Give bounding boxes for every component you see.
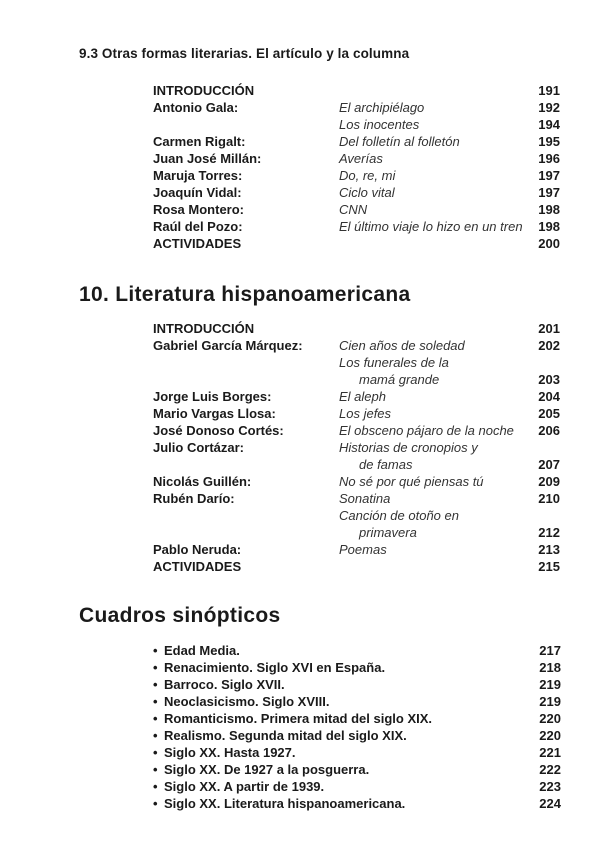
toc-page-number: 191 [538,83,560,98]
toc-page-number: 202 [538,338,560,353]
toc-author: Rubén Darío: [153,491,235,506]
bullet-icon: • [153,660,158,675]
synoptic-row [153,693,561,710]
toc-row [153,541,560,558]
toc-row [153,439,560,456]
section-10-title: 10. Literatura hispanoamericana [79,283,411,306]
toc-work-title: primavera [359,525,417,540]
toc-page-number: 200 [538,236,560,251]
toc-work-title: Do, re, mi [339,168,396,183]
bullet-icon: • [153,779,158,794]
toc-row [153,320,560,337]
synoptic-label: Barroco. Siglo XVII. [164,677,285,692]
toc-author: ACTIVIDADES [153,236,242,251]
toc-row [153,558,560,575]
toc-page-number: 204 [538,389,560,404]
toc-row [153,133,560,150]
toc-author: Rosa Montero: [153,202,244,217]
toc-row [153,490,560,507]
synoptic-page-number: 219 [539,677,561,692]
toc-work-title: Ciclo vital [339,185,395,200]
bullet-icon: • [153,711,158,726]
toc-page-number: 207 [538,457,560,472]
synoptic-page-number: 224 [539,796,561,811]
toc-row [153,201,560,218]
toc-row [153,354,560,371]
synoptic-label: Renacimiento. Siglo XVI en España. [164,660,386,675]
toc-page-number: 195 [538,134,560,149]
toc-page-number: 210 [538,491,560,506]
synoptic-label: Neoclasicismo. Siglo XVIII. [164,694,330,709]
toc-page-number: 206 [538,423,560,438]
toc-author: Nicolás Guillén: [153,474,252,489]
synoptic-page-number: 220 [539,728,561,743]
toc-work-title: de famas [359,457,413,472]
toc-author: INTRODUCCIÓN [153,321,255,336]
synoptic-label: Siglo XX. A partir de 1939. [164,779,325,794]
toc-work-title: Averías [339,151,383,166]
toc-row [153,235,560,252]
toc-page-number: 205 [538,406,560,421]
toc-page-number: 197 [538,168,560,183]
toc-row [153,184,560,201]
toc-author: Raúl del Pozo: [153,219,243,234]
toc-work-title: Historias de cronopios y [339,440,478,455]
toc-author: Jorge Luis Borges: [153,389,272,404]
toc-work-title: Los jefes [339,406,392,421]
toc-author: Maruja Torres: [153,168,243,183]
synoptic-page-number: 220 [539,711,561,726]
toc-page-number: 209 [538,474,560,489]
toc-page-number: 203 [538,372,560,387]
synoptic-label: Edad Media. [164,643,240,658]
toc-page-number: 201 [538,321,560,336]
toc-page-number: 213 [538,542,560,557]
bullet-icon: • [153,694,158,709]
synoptic-row [153,795,561,812]
toc-row [153,99,560,116]
toc-author: Gabriel García Márquez: [153,338,303,353]
toc-author: Pablo Neruda: [153,542,242,557]
synoptic-row [153,642,561,659]
synoptic-row [153,659,561,676]
toc-work-title: Los funerales de la [339,355,449,370]
toc-page-number: 198 [538,202,560,217]
synoptic-title: Cuadros sinópticos [79,604,281,627]
toc-work-title: CNN [339,202,368,217]
toc-author: ACTIVIDADES [153,559,242,574]
toc-row [153,150,560,167]
toc-work-title: Sonatina [339,491,391,506]
section-9-3-toc [153,82,560,252]
toc-author: Joaquín Vidal: [153,185,242,200]
toc-work-title: No sé por qué piensas tú [339,474,484,489]
section-10-toc [153,320,560,575]
toc-page-number: 198 [538,219,560,234]
toc-row [153,167,560,184]
bullet-icon: • [153,677,158,692]
synoptic-label: Realismo. Segunda mitad del siglo XIX. [164,728,407,743]
synoptic-page-number: 221 [539,745,561,760]
toc-work-title: Canción de otoño en [339,508,459,523]
toc-page-number: 194 [538,117,560,132]
synoptic-row [153,761,561,778]
synoptic-row [153,778,561,795]
bullet-icon: • [153,643,158,658]
toc-author: Carmen Rigalt: [153,134,246,149]
toc-page-number: 192 [538,100,560,115]
toc-row [153,82,560,99]
synoptic-page-number: 222 [539,762,561,777]
toc-work-title: mamá grande [359,372,440,387]
toc-work-title: Del folletín al folletón [339,134,460,149]
synoptic-page-number: 218 [539,660,561,675]
bullet-icon: • [153,745,158,760]
toc-work-title: Cien años de soledad [339,338,465,353]
toc-row [153,507,560,524]
bullet-icon: • [153,762,158,777]
synoptic-row [153,727,561,744]
toc-author: Juan José Millán: [153,151,262,166]
toc-work-title: Poemas [339,542,387,557]
toc-author: Antonio Gala: [153,100,239,115]
toc-row [153,456,560,473]
toc-row [153,524,560,541]
synoptic-row [153,744,561,761]
toc-row [153,473,560,490]
toc-row [153,218,560,235]
bullet-icon: • [153,728,158,743]
synoptic-label: Siglo XX. De 1927 a la posguerra. [164,762,370,777]
synoptic-page-number: 219 [539,694,561,709]
toc-row [153,337,560,354]
toc-author: José Donoso Cortés: [153,423,284,438]
synoptic-row [153,710,561,727]
toc-author: Mario Vargas Llosa: [153,406,276,421]
synoptic-label: Romanticismo. Primera mitad del siglo XIX. [164,711,433,726]
toc-page-number: 197 [538,185,560,200]
toc-author: INTRODUCCIÓN [153,83,255,98]
toc-work-title: El aleph [339,389,386,404]
toc-work-title: El obsceno pájaro de la noche [339,423,514,438]
toc-author: Julio Cortázar: [153,440,245,455]
section-9-3-title: 9.3 Otras formas literarias. El artículo y la columna [79,46,410,61]
toc-row [153,116,560,133]
toc-work-title: El último viaje lo hizo en un tren [339,219,523,234]
toc-page-number: 215 [538,559,560,574]
toc-work-title: El archipiélago [339,100,425,115]
synoptic-page-number: 217 [539,643,561,658]
toc-row [153,405,560,422]
synoptic-row [153,676,561,693]
toc-row [153,422,560,439]
synoptic-label: Siglo XX. Hasta 1927. [164,745,296,760]
synoptic-page-number: 223 [539,779,561,794]
toc-row [153,371,560,388]
synoptic-label: Siglo XX. Literatura hispanoamericana. [164,796,406,811]
toc-work-title: Los inocentes [339,117,420,132]
bullet-icon: • [153,796,158,811]
toc-page-number: 196 [538,151,560,166]
synoptic-list [153,642,561,812]
toc-row [153,388,560,405]
toc-page-number: 212 [538,525,560,540]
